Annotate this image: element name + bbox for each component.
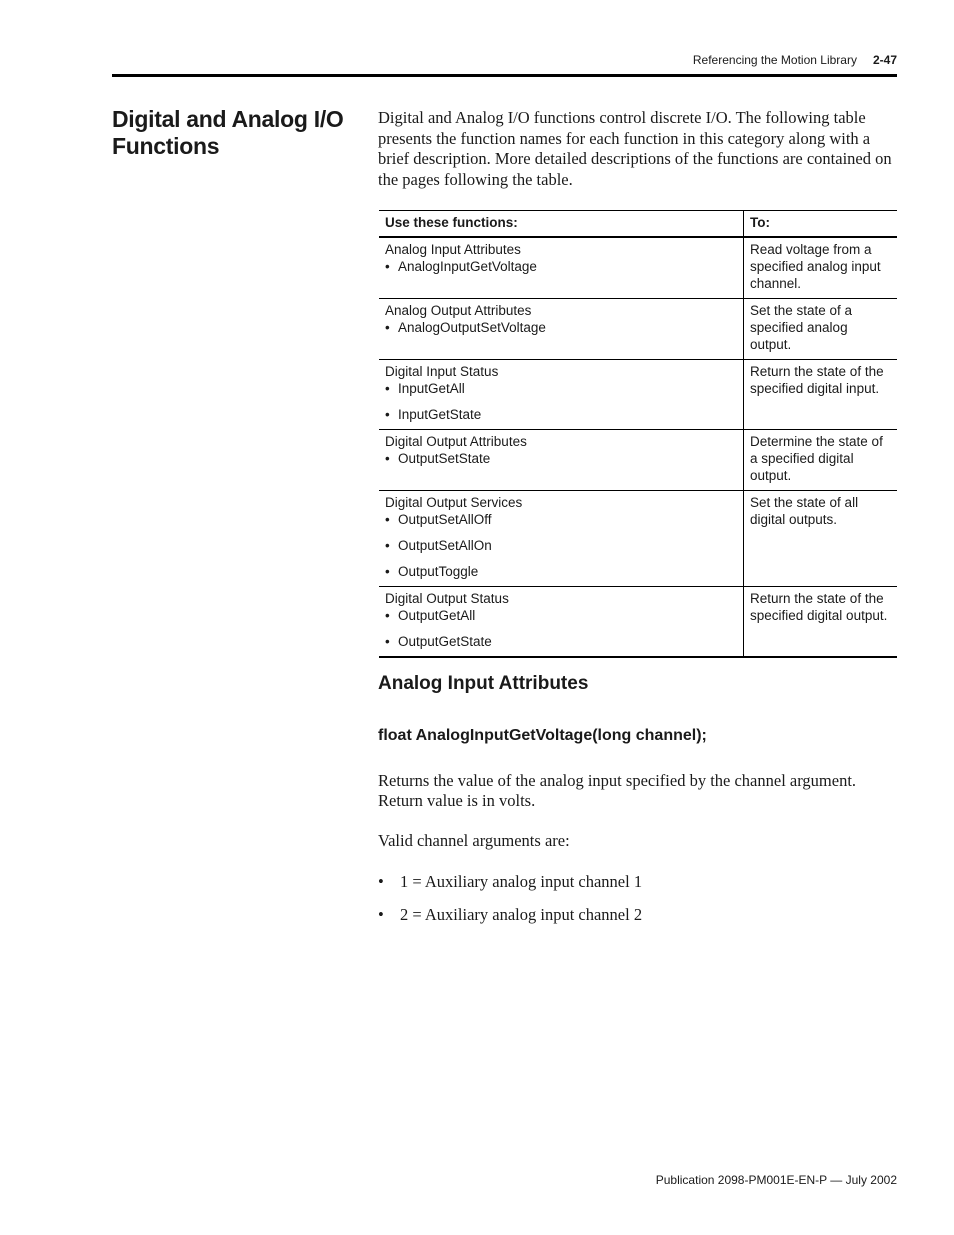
function-group-label: Digital Output Services — [385, 495, 523, 510]
function-name — [385, 537, 737, 554]
page-number: 2-47 — [872, 53, 897, 67]
function-name-text: OutputSetAllOn — [398, 538, 492, 553]
section-title: Digital and Analog I/O Functions — [112, 106, 344, 159]
function-cell — [379, 587, 744, 658]
function-name-text: OutputGetState — [398, 634, 492, 649]
function-name — [385, 380, 737, 397]
bullet-icon: • — [385, 512, 390, 527]
purpose-cell: Return the state of the specified digital input. — [744, 360, 898, 430]
table-row — [379, 587, 897, 658]
function-name-text: OutputToggle — [398, 564, 479, 579]
argument-text: 1 = Auxiliary analog input channel 1 — [400, 872, 643, 891]
purpose-cell: Return the state of the specified digital output. — [744, 587, 898, 658]
function-cell — [379, 237, 744, 299]
subsection-title: Analog Input Attributes — [378, 673, 589, 694]
table-row — [379, 491, 897, 587]
function-name — [385, 319, 737, 336]
function-name — [385, 563, 737, 580]
function-name — [385, 633, 737, 650]
function-cell — [379, 360, 744, 430]
function-group-label: Digital Output Attributes — [385, 434, 527, 449]
function-group-label: Analog Output Attributes — [385, 303, 532, 318]
function-group-label: Digital Output Status — [385, 591, 509, 606]
purpose-cell: Determine the state of a specified digital output. — [744, 430, 898, 491]
bullet-icon: • — [385, 538, 390, 553]
function-table — [379, 210, 897, 658]
bullet-icon: • — [385, 634, 390, 649]
column-header-to: To: — [744, 211, 898, 238]
function-name — [385, 406, 737, 423]
header-rule — [112, 74, 897, 77]
bullet-icon: • — [378, 905, 384, 924]
running-title: Referencing the Motion Library — [692, 53, 857, 67]
table-body — [379, 237, 897, 657]
bullet-icon: • — [385, 259, 390, 274]
bullet-icon: • — [385, 564, 390, 579]
bullet-icon: • — [385, 320, 390, 335]
function-name-text: OutputSetAllOff — [398, 512, 492, 527]
column-header-functions: Use these functions: — [379, 211, 744, 238]
bullet-icon: • — [385, 608, 390, 623]
function-description: Returns the value of the analog input specified by the channel argument. Return value is in volts. — [378, 771, 857, 810]
list-item — [378, 905, 642, 938]
function-name-text: InputGetAll — [398, 381, 465, 396]
function-cell — [379, 491, 744, 587]
purpose-cell: Set the state of a specified analog output. — [744, 299, 898, 360]
list-item — [378, 872, 642, 905]
table-row — [379, 360, 897, 430]
function-cell — [379, 299, 744, 360]
function-group-label: Digital Input Status — [385, 364, 499, 379]
footer-publication: Publication 2098-PM001E-EN-P — July 2002 — [655, 1173, 897, 1187]
function-name — [385, 450, 737, 467]
running-header — [693, 53, 897, 67]
table-row — [379, 237, 897, 299]
function-signature: float AnalogInputGetVoltage(long channel); — [378, 727, 707, 744]
function-name-text: AnalogInputGetVoltage — [398, 259, 537, 274]
bullet-icon: • — [385, 381, 390, 396]
bullet-icon: • — [385, 407, 390, 422]
table-header-row — [379, 211, 897, 238]
intro-paragraph: Digital and Analog I/O functions control discrete I/O. The following table presents the function names for each function in this category along with a brief description. More detailed descriptions of the functions are contained on the pages following the table. — [378, 108, 892, 189]
purpose-cell: Set the state of all digital outputs. — [744, 491, 898, 587]
function-name — [385, 511, 737, 528]
bullet-icon: • — [385, 451, 390, 466]
function-cell — [379, 430, 744, 491]
function-name-text: OutputGetAll — [398, 608, 476, 623]
function-group-label: Analog Input Attributes — [385, 242, 521, 257]
argument-list — [378, 872, 642, 938]
function-name-text: OutputSetState — [398, 451, 491, 466]
table-row — [379, 430, 897, 491]
function-name-text: AnalogOutputSetVoltage — [398, 320, 546, 335]
argument-text: 2 = Auxiliary analog input channel 2 — [400, 905, 643, 924]
function-name-text: InputGetState — [398, 407, 482, 422]
function-name — [385, 258, 737, 275]
purpose-cell: Read voltage from a specified analog input channel. — [744, 237, 898, 299]
function-name — [385, 607, 737, 624]
bullet-icon: • — [378, 872, 384, 891]
valid-arguments-label: Valid channel arguments are: — [378, 831, 570, 850]
table-row — [379, 299, 897, 360]
